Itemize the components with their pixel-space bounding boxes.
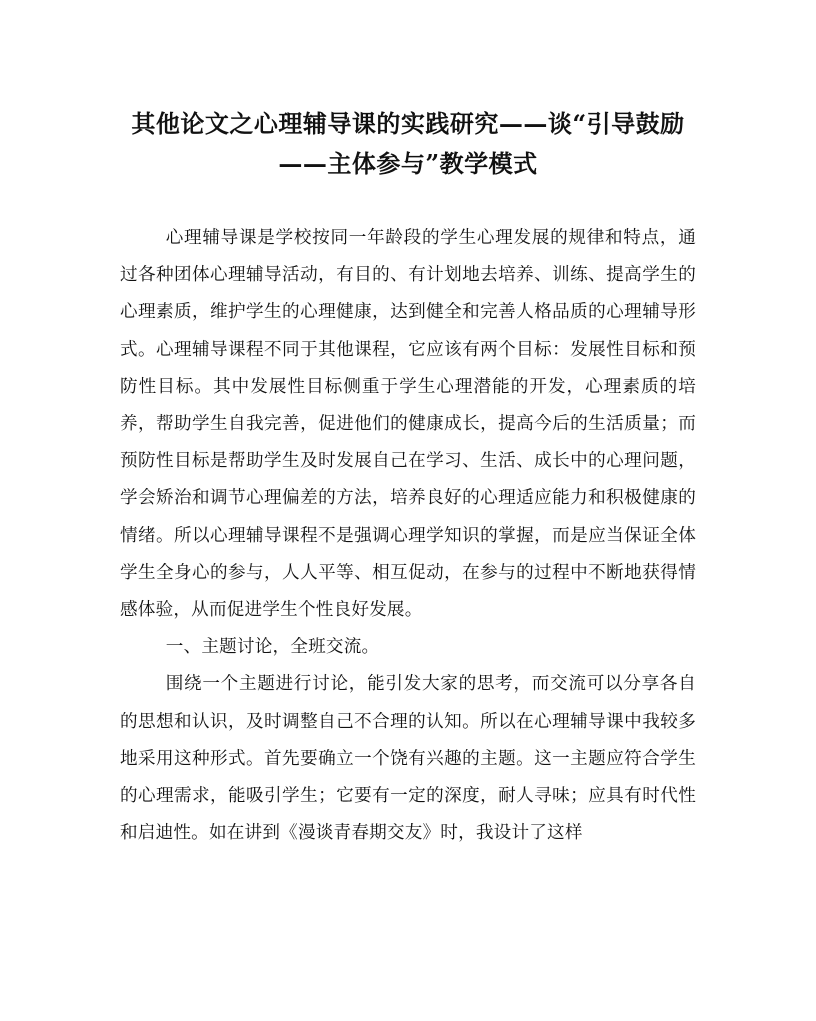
- paragraph-intro: 心理辅导课是学校按同一年龄段的学生心理发展的规律和特点，通过各种团体心理辅导活动，有目的、有计划地去培养、训练、提高学生的心理素质，维护学生的心理健康，达到健全和完善人格品质的心理辅导形式。心理辅导课程不同于其他课程，它应该有两个目标：发展性目标和预防性目标。其中发展性目标侧重于学生心理潜能的开发，心理素质的培养，帮助学生自我完善，促进他们的健康成长，提高今后的生活质量；而预防性目标是帮助学生及时发展自己在学习、生活、成长中的心理问题，学会矫治和调节心理偏差的方法，培养良好的心理适应能力和积极健康的情绪。所以心理辅导课程不是强调心理学知识的掌握，而是应当保证全体学生全身心的参与，人人平等、相互促动，在参与的过程中不断地获得情感体验，从而促进学生个性良好发展。: [120, 228, 696, 621]
- title-line-1: 其他论文之心理辅导课的实践研究——谈“引导鼓励: [131, 109, 685, 138]
- section-heading-1: 一、主题讨论，全班交流。: [165, 637, 380, 658]
- paragraph-discussion: 围绕一个主题进行讨论，能引发大家的思考，而交流可以分享各自的思想和认识，及时调整自己不合理的认知。所以在心理辅导课中我较多地采用这种形式。首先要确立一个饶有兴趣的主题。这一主题应符合学生的心理需求，能吸引学生；它要有一定的深度，耐人寻味；应具有时代性和启迪性。如在讲到《漫谈青春期交友》时，我设计了这样: [120, 674, 696, 844]
- title-line-2: ——主体参与”教学模式: [278, 149, 538, 178]
- document-body: [120, 220, 696, 852]
- document-title: [120, 104, 696, 184]
